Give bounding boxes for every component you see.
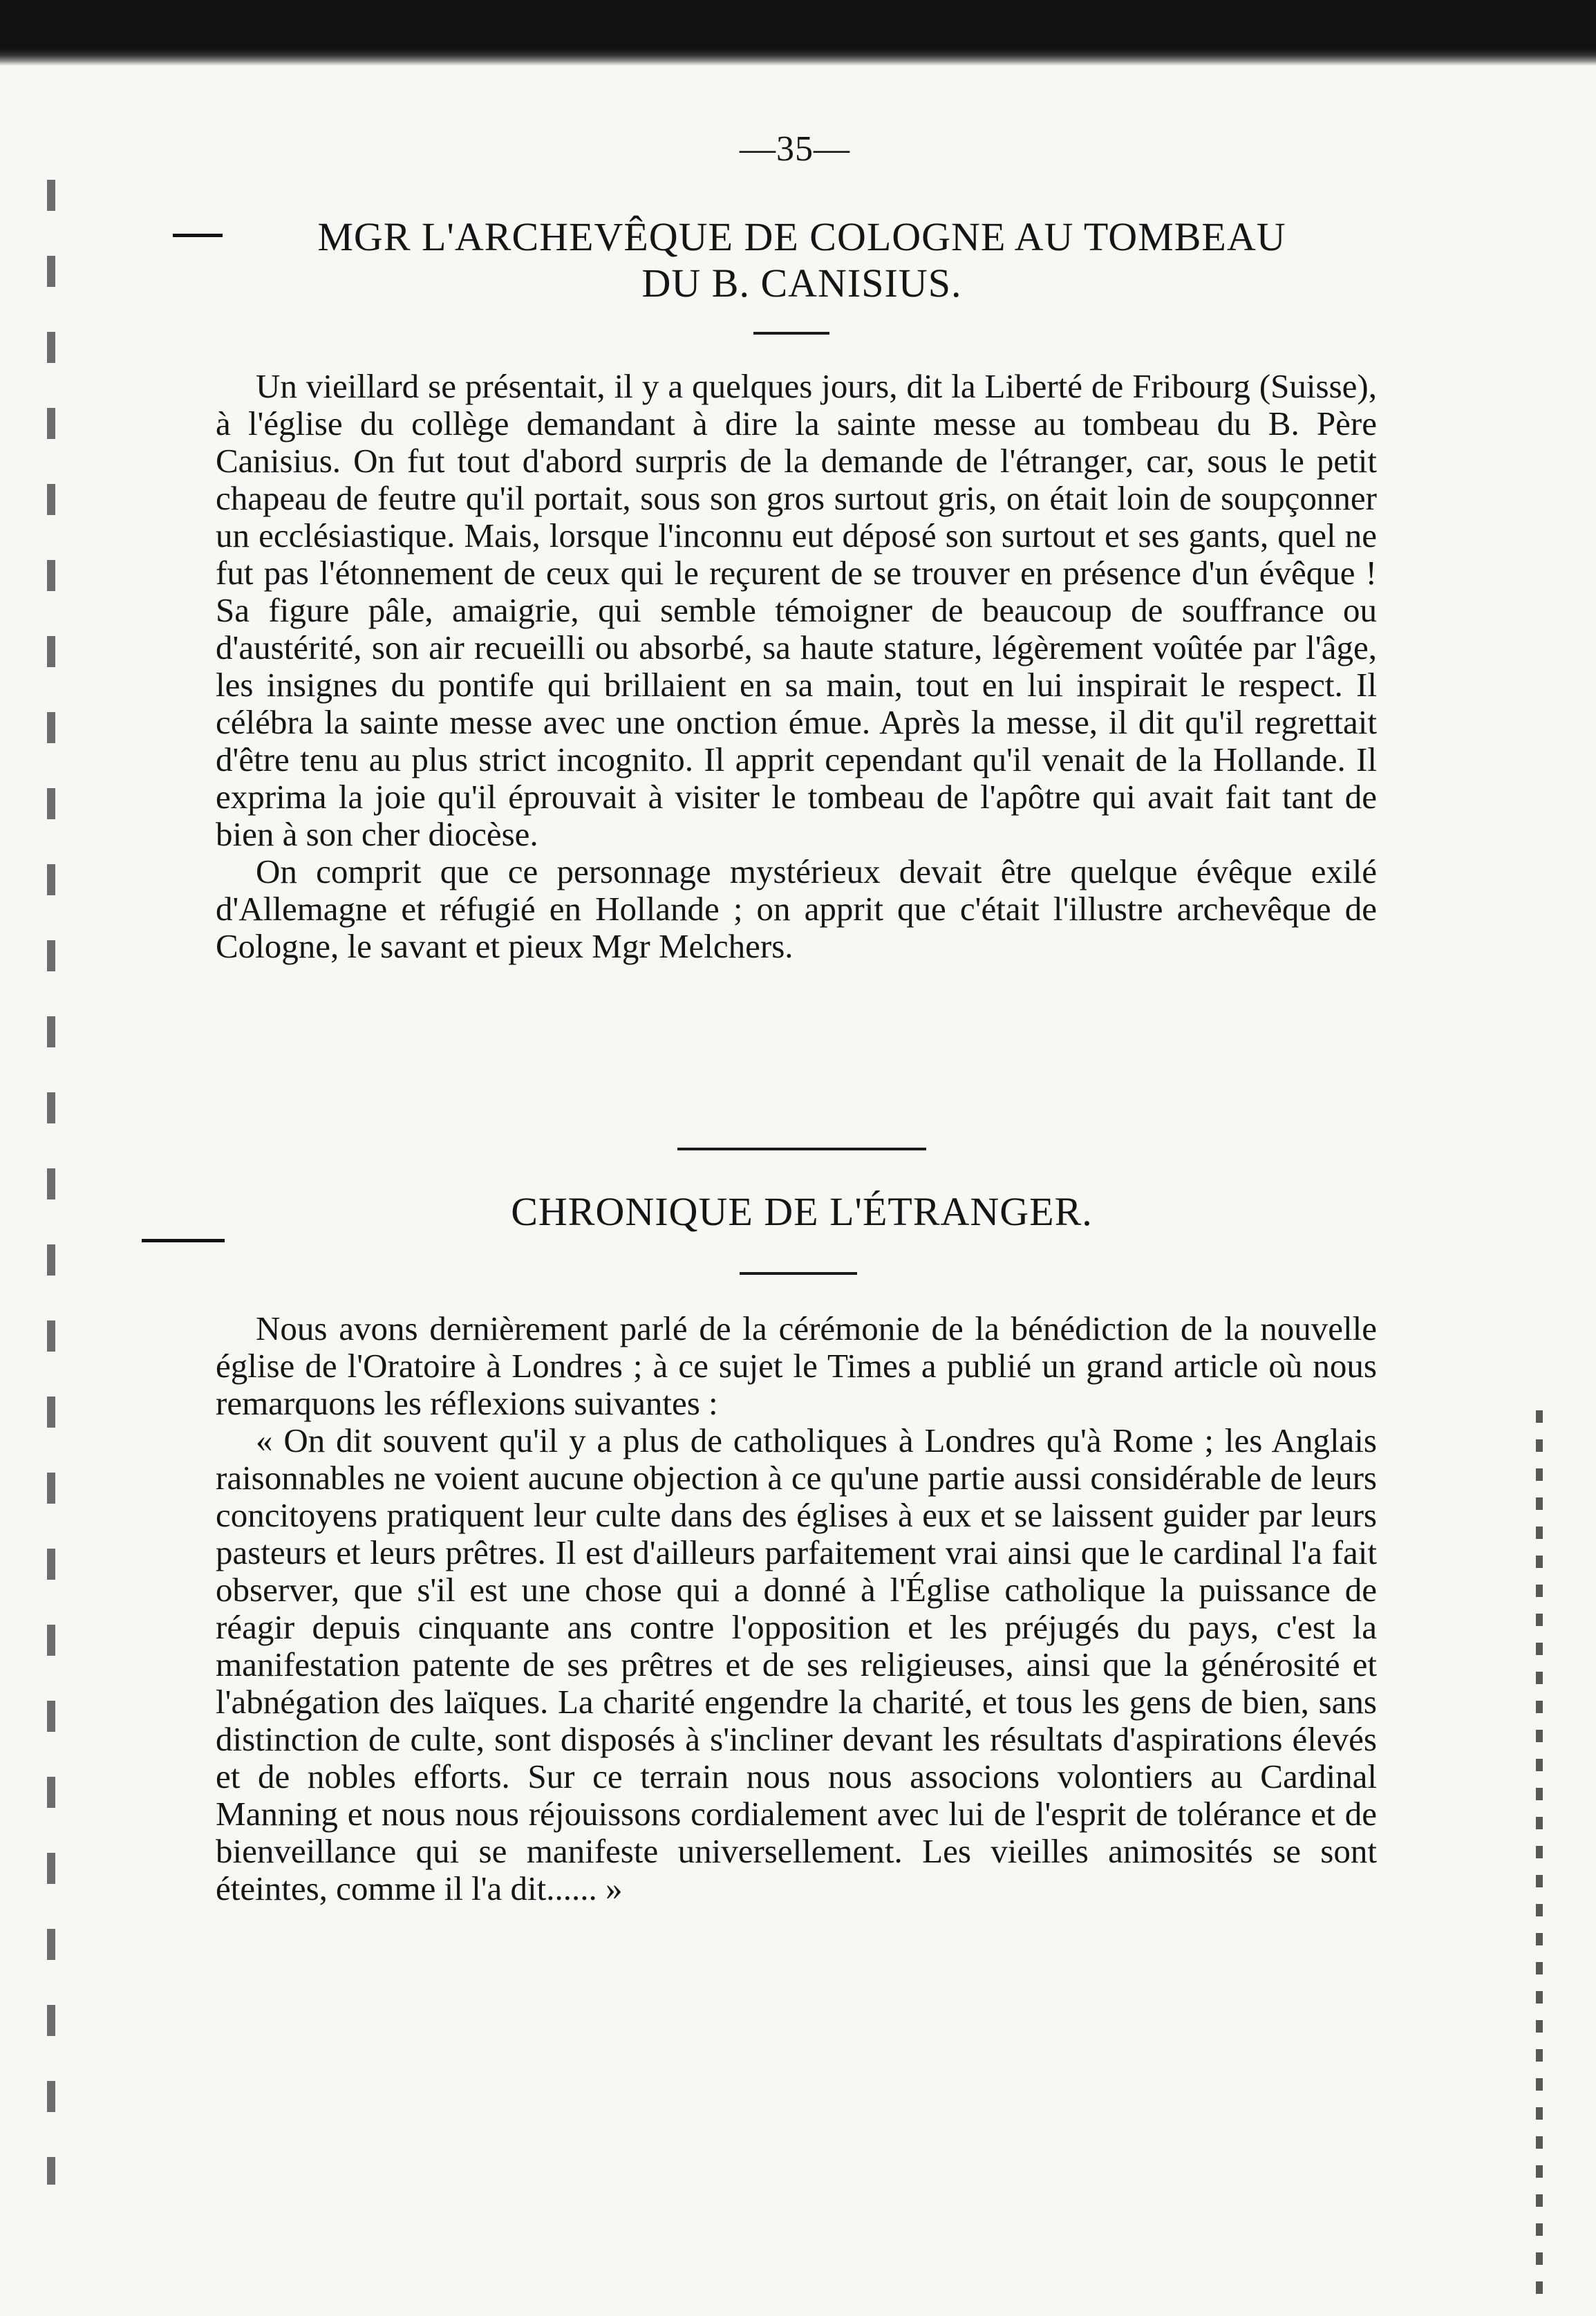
chronicle-paragraph-1: Nous avons dernièrement parlé de la cérémonie de la bénédiction de la nouvelle église de l'Oratoire à Londres ; à ce sujet le Times a publié un grand article où nous remarquons les réflexions suivantes : <box>216 1309 1377 1422</box>
section-divider <box>677 1148 926 1150</box>
title-separator <box>753 332 829 335</box>
margin-dash-middle <box>142 1239 225 1242</box>
scan-top-border <box>0 0 1596 66</box>
article-body-2 <box>216 1310 1377 1907</box>
article-title-line-2: DU B. CANISIUS. <box>641 261 962 306</box>
page-number: —35— <box>740 129 850 169</box>
article-body-1 <box>216 368 1377 965</box>
article-paragraph-1: Un vieillard se présentait, il y a quelques jours, dit la Liberté de Fribourg (Suisse), à l'église du collège demandant à dire la sainte messe au tombeau du B. Père Canisius. On fut tout d'abord surpris de la demande de l'étranger, car, sous le petit chapeau de feutre qu'il portait, sous son gros surtout gris, on était loin de soupçonner un ecclésiastique. Mais, lorsque l'inconnu eut déposé son surtout et ses gants, quel ne fut pas l'étonnement de ceux qui le reçurent de se trouver en présence d'un évêque ! Sa figure pâle, amaigrie, qui semble témoigner de beaucoup de souffrance ou d'austérité, son air recueilli ou absorbé, sa haute stature, légèrement voûtée par l'âge, les insignes du pontife qui brillaient en sa main, tout en lui inspirait le respect. Il célébra la sainte messe avec une onction émue. Après la messe, il dit qu'il regrettait d'être tenu au plus strict incognito. Il apprit cependant qu'il venait de la Hollande. Il exprima la joie qu'il éprouvait à visiter le tombeau de l'apôtre qui avait fait tant de bien à son cher diocèse. <box>216 367 1377 853</box>
chronicle-title: CHRONIQUE DE L'ÉTRANGER. <box>511 1189 1093 1234</box>
chronicle-separator <box>740 1272 857 1275</box>
scan-right-edge <box>1536 1410 1543 2309</box>
scan-left-edge <box>47 180 55 2185</box>
chronicle-paragraph-2: « On dit souvent qu'il y a plus de catholiques à Londres qu'à Rome ; les Anglais raisonnables ne voient aucune objection à ce qu'une partie aussi considérable de leurs concitoyens pratiquent leur culte dans des églises à eux et se laissent guider par leurs pasteurs et leurs prêtres. Il est d'ailleurs parfaitement vrai ainsi que le cardinal l'a fait observer, que s'il est une chose qui a donné à l'Église catholique la puissance de réagir depuis cinquante ans contre l'opposition et les préjugés du pays, c'est la manifestation patente de ses prêtres et de ses religieuses, ainsi que la générosité et l'abnégation des laïques. La charité engendre la charité, et tous les gens de bien, sans distinction de culte, sont disposés à s'incliner devant les résultats d'aspirations élevés et de nobles efforts. Sur ce terrain nous nous associons volontiers au Cardinal Manning et nous nous réjouissons cordialement avec lui de l'esprit de tolérance et de bienveillance qui se manifeste universellement. Les vieilles animosités se sont éteintes, comme il l'a dit...... » <box>216 1421 1377 1907</box>
article-paragraph-2: On comprit que ce personnage mystérieux devait être quelque évêque exilé d'Allemagne et réfugié en Hollande ; on apprit que c'était l'illustre archevêque de Cologne, le savant et pieux Mgr Melchers. <box>216 852 1377 965</box>
article-title-line-1: MGR L'ARCHEVÊQUE DE COLOGNE AU TOMBEAU <box>317 214 1286 259</box>
